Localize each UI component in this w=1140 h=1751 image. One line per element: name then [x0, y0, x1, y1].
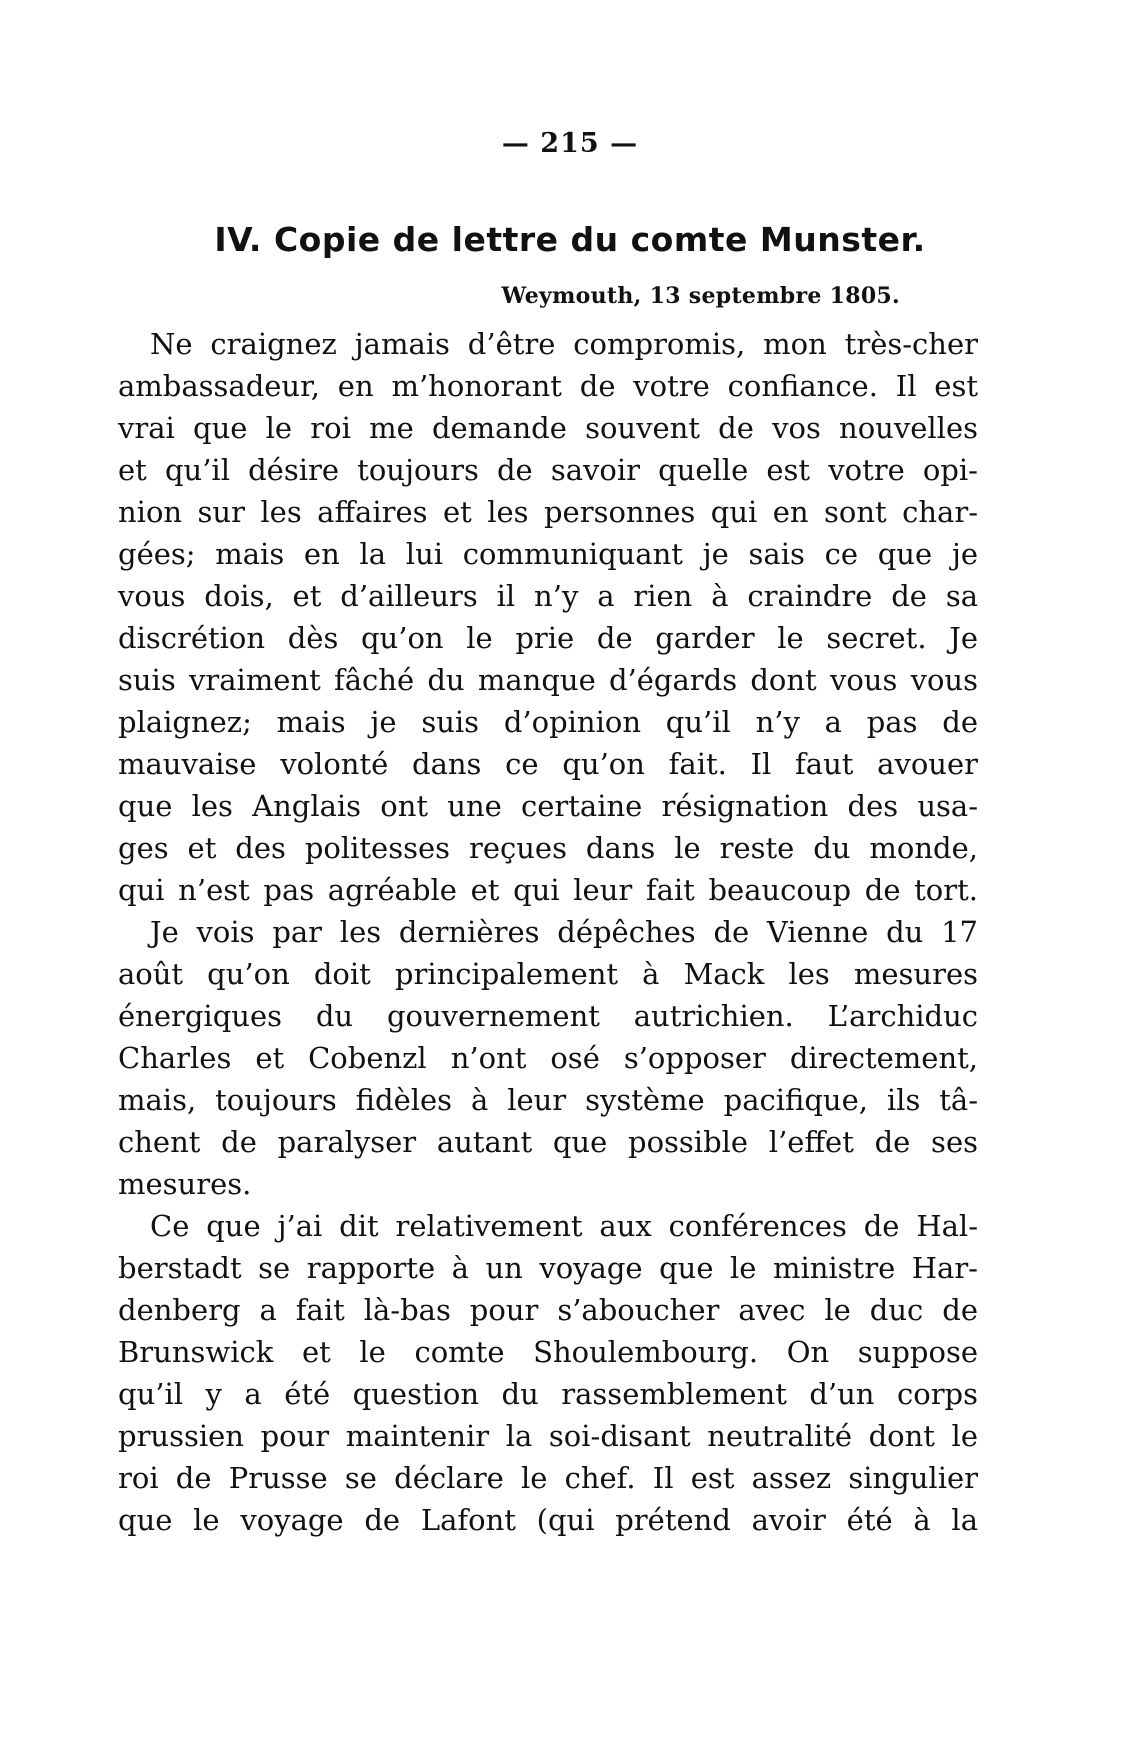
- text-line: berstadt se rapporte à un voyage que le ministre Har-: [118, 1251, 978, 1285]
- text-line: Je vois par les dernières dépêches de Vienne du 17: [150, 915, 978, 949]
- text-line: vous dois, et d’ailleurs il n’y a rien à craindre de sa: [118, 579, 978, 613]
- text-line: suis vraiment fâché du manque d’égards dont vous vous: [118, 663, 978, 697]
- text-line: qui n’est pas agréable et qui leur fait beaucoup de tort.: [118, 873, 978, 907]
- text-line: denberg a fait là-bas pour s’aboucher avec le duc de: [118, 1293, 978, 1327]
- page-number: — 215 —: [501, 128, 639, 159]
- text-line: qu’il y a été question du rassemblement d’un corps: [118, 1377, 978, 1411]
- text-line: gées; mais en la lui communiquant je sais ce que je: [118, 537, 978, 571]
- letter-heading: IV. Copie de lettre du comte Munster.: [214, 220, 926, 259]
- text-line: Ne craignez jamais d’être compromis, mon très-cher: [150, 327, 978, 361]
- text-line: et qu’il désire toujours de savoir quelle est votre opi-: [118, 453, 978, 487]
- text-line: énergiques du gouvernement autrichien. L’archiduc: [118, 999, 978, 1033]
- text-line: ambassadeur, en m’honorant de votre confiance. Il est: [118, 369, 978, 403]
- text-line: roi de Prusse se déclare le chef. Il est assez singulier: [118, 1461, 978, 1495]
- text-line: Brunswick et le comte Shoulembourg. On suppose: [118, 1335, 978, 1369]
- letter-body: [118, 323, 978, 1541]
- text-line: que les Anglais ont une certaine résignation des usa-: [118, 789, 978, 823]
- text-line: plaignez; mais je suis d’opinion qu’il n’y a pas de: [118, 705, 978, 739]
- text-line: mesures.: [118, 1167, 252, 1201]
- text-line: prussien pour maintenir la soi-disant neutralité dont le: [118, 1419, 978, 1453]
- text-line: mais, toujours fidèles à leur système pacifique, ils tâ-: [118, 1083, 978, 1117]
- text-line: Ce que j’ai dit relativement aux conférences de Hal-: [150, 1209, 978, 1243]
- text-line: chent de paralyser autant que possible l’effet de ses: [118, 1125, 978, 1159]
- text-line: nion sur les affaires et les personnes qui en sont char-: [118, 495, 978, 529]
- text-line: discrétion dès qu’on le prie de garder le secret. Je: [118, 621, 978, 655]
- letter-dateline: Weymouth, 13 septembre 1805.: [501, 283, 900, 309]
- text-line: ges et des politesses reçues dans le reste du monde,: [118, 831, 978, 865]
- text-line: que le voyage de Lafont (qui prétend avoir été à la: [118, 1503, 978, 1537]
- text-line: vrai que le roi me demande souvent de vos nouvelles: [118, 411, 978, 445]
- text-line: Charles et Cobenzl n’ont osé s’opposer directement,: [118, 1041, 978, 1075]
- text-line: mauvaise volonté dans ce qu’on fait. Il faut avouer: [118, 747, 978, 781]
- text-line: août qu’on doit principalement à Mack les mesures: [118, 957, 978, 991]
